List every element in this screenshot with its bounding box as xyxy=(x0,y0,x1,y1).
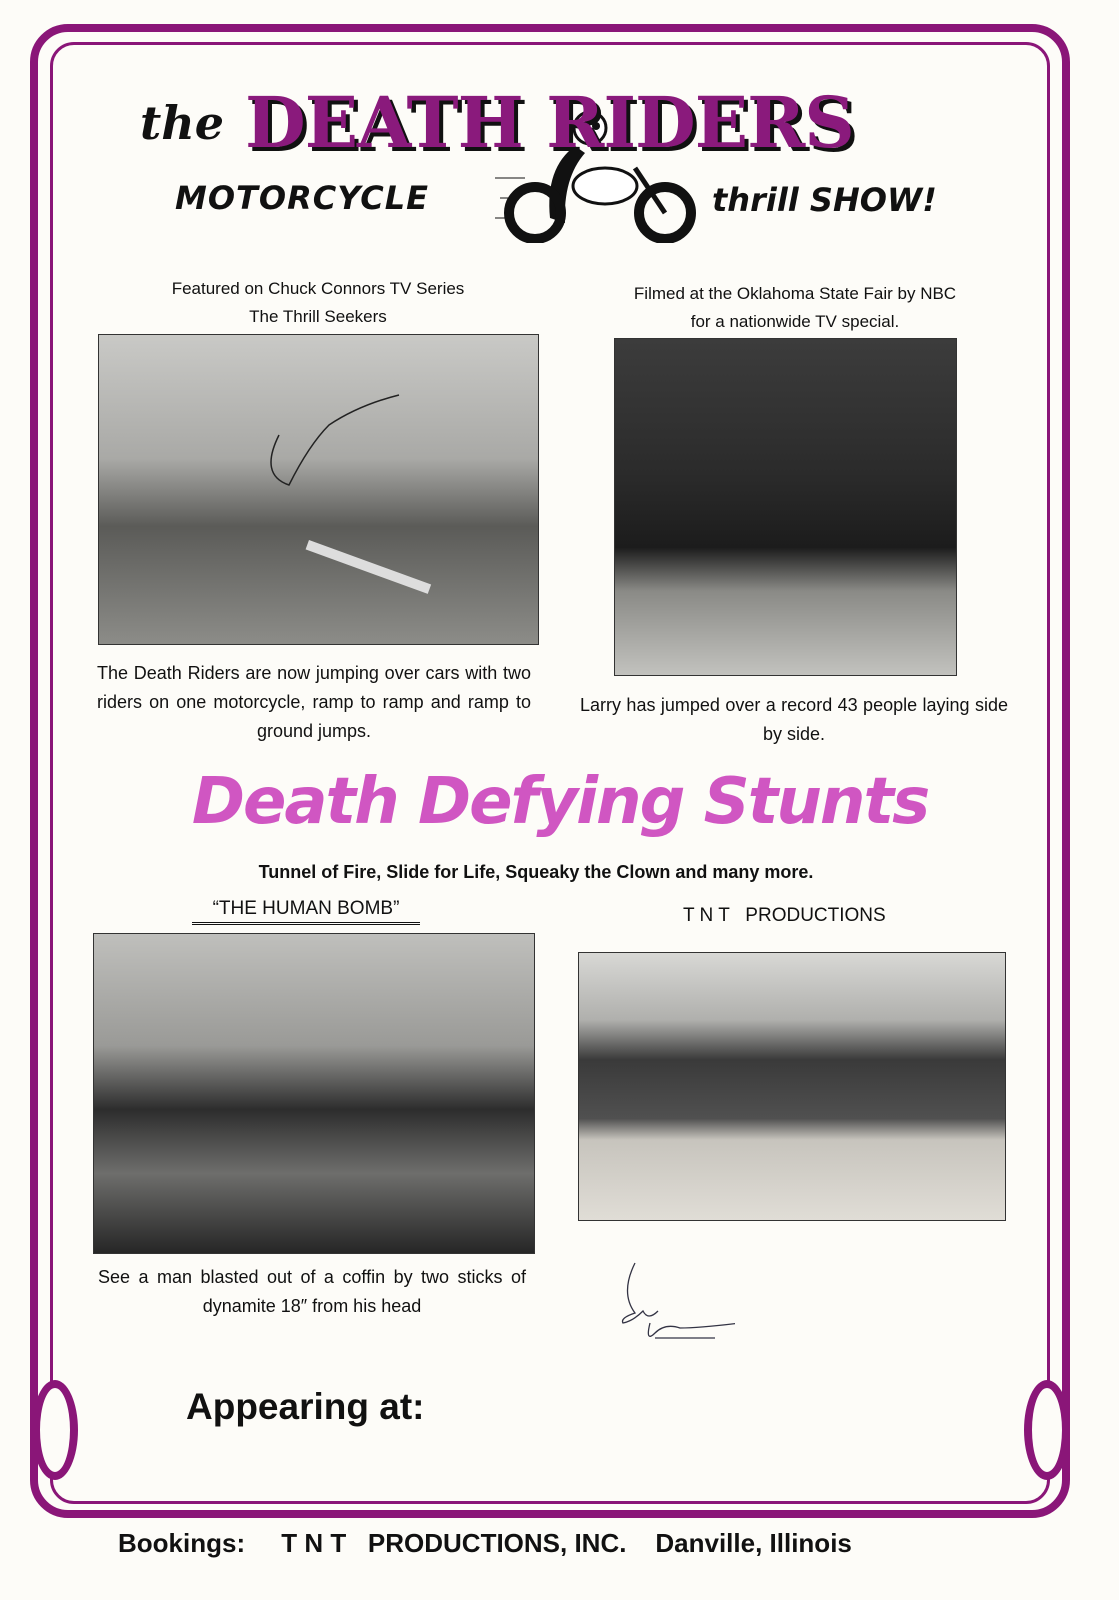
subline: Tunnel of Fire, Slide for Life, Squeaky the Clown and many more. xyxy=(258,862,814,882)
logo-motorcycle: MOTORCYCLE xyxy=(175,179,429,217)
photo-people-jump xyxy=(614,338,957,676)
text-top-right: Larry has jumped over a record 43 people laying side by side. xyxy=(580,695,1008,744)
caption-line: Featured on Chuck Connors TV Series xyxy=(171,279,465,298)
appearing-at-label: Appearing at: xyxy=(186,1386,425,1427)
text-top-left: The Death Riders are now jumping over cars with two riders on one motorcycle, ramp to ramp and ramp to ground jumps. xyxy=(97,663,531,741)
photo-human-bomb xyxy=(93,933,535,1254)
logo-title: DEATH RIDERS xyxy=(245,81,854,164)
scroll-ornament-bottom-right xyxy=(1024,1380,1070,1480)
footer-city: Danville, Illinois xyxy=(655,1528,852,1558)
footer-company: T N T PRODUCTIONS, INC. xyxy=(281,1528,627,1558)
signature-icon xyxy=(615,1258,735,1353)
caption-line: for a nationwide TV special. xyxy=(690,312,900,331)
footer xyxy=(118,1528,852,1559)
photo-car-jump xyxy=(98,334,539,645)
logo-the: the xyxy=(140,96,224,150)
caption-line: Filmed at the Oklahoma State Fair by NBC xyxy=(633,284,957,303)
logo-thrill-show: thrill SHOW! xyxy=(712,181,937,219)
caption-top-right xyxy=(585,280,1005,336)
bookings-label: Bookings: xyxy=(118,1528,246,1558)
tnt-heading: T N T PRODUCTIONS xyxy=(683,905,886,926)
scroll-ornament-bottom-left xyxy=(32,1380,78,1480)
text-bottom-left: See a man blasted out of a coffin by two sticks of dynamite 18″ from his head xyxy=(98,1267,526,1316)
photo-tnt-team xyxy=(578,952,1006,1221)
headline: Death Defying Stunts xyxy=(191,765,929,839)
caption-line: The Thrill Seekers xyxy=(249,307,387,326)
human-bomb-heading: “THE HUMAN BOMB” xyxy=(192,898,420,925)
signature-icon xyxy=(99,335,538,644)
caption-top-left xyxy=(98,275,538,331)
